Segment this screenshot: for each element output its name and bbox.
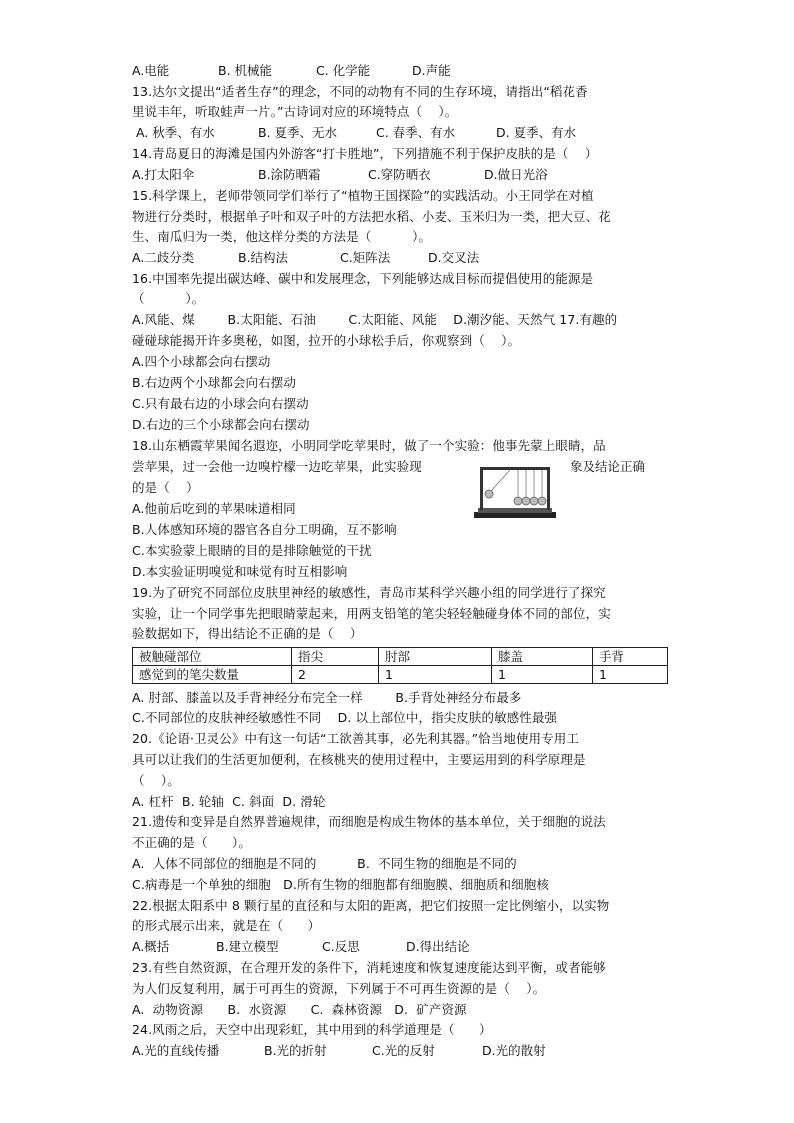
q20-stem-line1: 20.《论语·卫灵公》中有这一句话“工欲善其事，必先利其器。”恰当地使用专用工 bbox=[132, 731, 579, 746]
table-cell: 感觉到的笔尖数量 bbox=[133, 666, 292, 684]
q19-stem-line3: 验数据如下，得出结论不正确的是（ ） bbox=[132, 626, 363, 641]
q13-stem-line2: 里说丰年，听取蛙声一片。”古诗词对应的环境特点（ ）。 bbox=[132, 104, 458, 119]
table-cell: 2 bbox=[292, 666, 379, 684]
q17-option-c: C.只有最右边的小球会向右摆动 bbox=[132, 396, 309, 411]
q16-options-line: A.风能、煤 B.太阳能、石油 C.太阳能、风能 D.潮汐能、天然气 17.有趣的 bbox=[132, 312, 618, 327]
q21-stem-line1: 21.遗传和变异是自然界普遍规律，而细胞是构成生物体的基本单位，关于细胞的说法 bbox=[132, 814, 606, 829]
table-header-cell: 指尖 bbox=[292, 648, 379, 666]
q18-stem-line1: 18.山东栖霞苹果闻名遐迩，小明同学吃苹果时，做了一个实验：他事先蒙上眼睛，品 bbox=[132, 438, 606, 453]
q15-stem-line1: 15.科学课上，老师带领同学们举行了“植物王国探险”的实践活动。小王同学在对植 bbox=[132, 188, 594, 203]
q18-stem-line3: 的是（ ） bbox=[132, 480, 199, 495]
q13-option-b: B. 夏季、无水 bbox=[258, 125, 338, 140]
q17-option-a: A.四个小球都会向右摆动 bbox=[132, 354, 271, 369]
q22-option-c: C.反思 bbox=[322, 939, 360, 954]
table-cell: 1 bbox=[593, 666, 668, 684]
q20-stem-line2: 具可以让我们的生活更加便利，在核桃夹的使用过程中，主要运用到的科学原理是 bbox=[132, 752, 586, 767]
q22-option-b: B.建立模型 bbox=[216, 939, 279, 954]
q14-option-d: D.做日光浴 bbox=[484, 167, 548, 182]
q15-option-d: D.交叉法 bbox=[428, 250, 480, 265]
q24-option-b: B.光的折射 bbox=[264, 1043, 327, 1058]
q16-stem-line2: （ ）。 bbox=[132, 291, 205, 306]
q23-stem-line2: 为人们反复利用，属于可再生的资源，下列属于不可再生资源的是（ ）。 bbox=[132, 981, 546, 996]
table-cell: 1 bbox=[379, 666, 492, 684]
q24-option-d: D.光的散射 bbox=[482, 1043, 546, 1058]
q15-option-c: C.矩阵法 bbox=[340, 250, 391, 265]
q18-option-d: D.本实验证明嗅觉和味觉有时互相影响 bbox=[132, 564, 348, 579]
q18-option-a: A.他前后吃到的苹果味道相同 bbox=[132, 501, 296, 516]
table-row bbox=[133, 666, 668, 684]
newtons-cradle-image bbox=[470, 462, 560, 522]
q14-stem: 14.青岛夏日的海滩是国内外游客“打卡胜地”，下列措施不利于保护皮肤的是（ ） bbox=[132, 146, 598, 161]
q17-option-d: D.右边的三个小球都会向右摆动 bbox=[132, 417, 310, 432]
q22-option-d: D.得出结论 bbox=[406, 939, 470, 954]
q21-options-ab: A. 人体不同部位的细胞是不同的 B. 不同生物的细胞是不同的 bbox=[132, 856, 517, 871]
table-header-row bbox=[133, 648, 668, 666]
q13-stem-line1: 13.达尔文提出“适者生存”的理念，不同的动物有不同的生存环境，请指出“稻花香 bbox=[132, 84, 588, 99]
table-header-cell: 肘部 bbox=[379, 648, 492, 666]
q18-stem-line2a: 尝苹果，过一会他一边嗅柠檬一边吃苹果，此实验现 bbox=[132, 459, 422, 474]
q19-options-cd: C.不同部位的皮肤神经敏感性不同 D. 以上部位中，指尖皮肤的敏感性最强 bbox=[132, 710, 558, 725]
q13-option-a: A. 秋季、有水 bbox=[132, 125, 215, 140]
q15-option-a: A.二歧分类 bbox=[132, 250, 195, 265]
q24-option-c: C.光的反射 bbox=[372, 1043, 435, 1058]
table-cell: 1 bbox=[492, 666, 593, 684]
q22-option-a: A.概括 bbox=[132, 939, 170, 954]
q14-option-c: C.穿防晒衣 bbox=[368, 167, 431, 182]
q24-stem: 24.风雨之后，天空中出现彩虹，其中用到的科学道理是（ ） bbox=[132, 1022, 492, 1037]
q20-options: A. 杠杆 B. 轮轴 C. 斜面 D. 滑轮 bbox=[132, 794, 326, 809]
q14-option-b: B.涂防晒霜 bbox=[258, 167, 321, 182]
q15-stem-line3: 生、南瓜归为一类，他这样分类的方法是（ ）。 bbox=[132, 229, 432, 244]
q17-stem: 碰碰球能揭开许多奥秘，如图，拉开的小球松手后，你观察到（ ）。 bbox=[132, 333, 521, 348]
q20-stem-line3: （ ）。 bbox=[132, 773, 180, 788]
q17-option-b: B.右边两个小球都会向右摆动 bbox=[132, 375, 296, 390]
q23-options: A. 动物资源 B. 水资源 C. 森林资源 D. 矿产资源 bbox=[132, 1002, 467, 1017]
q15-stem-line2: 物进行分类时，根据单子叶和双子叶的方法把水稻、小麦、玉米归为一类，把大豆、花 bbox=[132, 209, 611, 224]
q21-stem-line2: 不正确的是（ ）。 bbox=[132, 835, 251, 850]
q23-stem-line1: 23.有些自然资源，在合理开发的条件下，消耗速度和恢复速度能达到平衡，或者能够 bbox=[132, 960, 606, 975]
q22-stem-line1: 22.根据太阳系中 8 颗行星的直径和与太阳的距离，把它们按照一定比例缩小，以实物 bbox=[132, 898, 610, 913]
q15-option-b: B.结构法 bbox=[238, 250, 289, 265]
q24-option-a: A.光的直线传播 bbox=[132, 1043, 220, 1058]
q12-option-c: C. 化学能 bbox=[316, 63, 371, 78]
q12-option-a: A.电能 bbox=[132, 63, 170, 78]
table-header-cell: 膝盖 bbox=[492, 648, 593, 666]
q18-option-c: C.本实验蒙上眼睛的目的是排除触觉的干扰 bbox=[132, 543, 372, 558]
table-header-cell: 被触碰部位 bbox=[133, 648, 292, 666]
q18-stem-line2b: 象及结论正确 bbox=[570, 459, 646, 474]
q16-stem-line1: 16.中国率先提出碳达峰、碳中和发展理念，下列能够达成目标而提倡使用的能源是 bbox=[132, 271, 594, 286]
q19-options-ab: A. 肘部、膝盖以及手背神经分布完全一样 B.手背处神经分布最多 bbox=[132, 690, 522, 705]
q19-stem-line2: 实验，让一个同学事先把眼睛蒙起来，用两支铅笔的笔尖轻轻触碰身体不同的部位，实 bbox=[132, 606, 611, 621]
q12-option-b: B. 机械能 bbox=[218, 63, 273, 78]
q19-data-table bbox=[132, 647, 668, 684]
q14-option-a: A.打太阳伞 bbox=[132, 167, 195, 182]
q19-stem-line1: 19.为了研究不同部位皮肤里神经的敏感性，青岛市某科学兴趣小组的同学进行了探究 bbox=[132, 585, 606, 600]
q13-option-c: C. 春季、有水 bbox=[376, 125, 456, 140]
q13-option-d: D. 夏季、有水 bbox=[496, 125, 577, 140]
q18-option-b: B.人体感知环境的器官各自分工明确，互不影响 bbox=[132, 522, 397, 537]
q22-stem-line2: 的形式展示出来，就是在（ ） bbox=[132, 918, 321, 933]
q12-option-d: D.声能 bbox=[412, 63, 451, 78]
q21-options-cd: C.病毒是一个单独的细胞 D.所有生物的细胞都有细胞膜、细胞质和细胞核 bbox=[132, 877, 549, 892]
table-header-cell: 手背 bbox=[593, 648, 668, 666]
